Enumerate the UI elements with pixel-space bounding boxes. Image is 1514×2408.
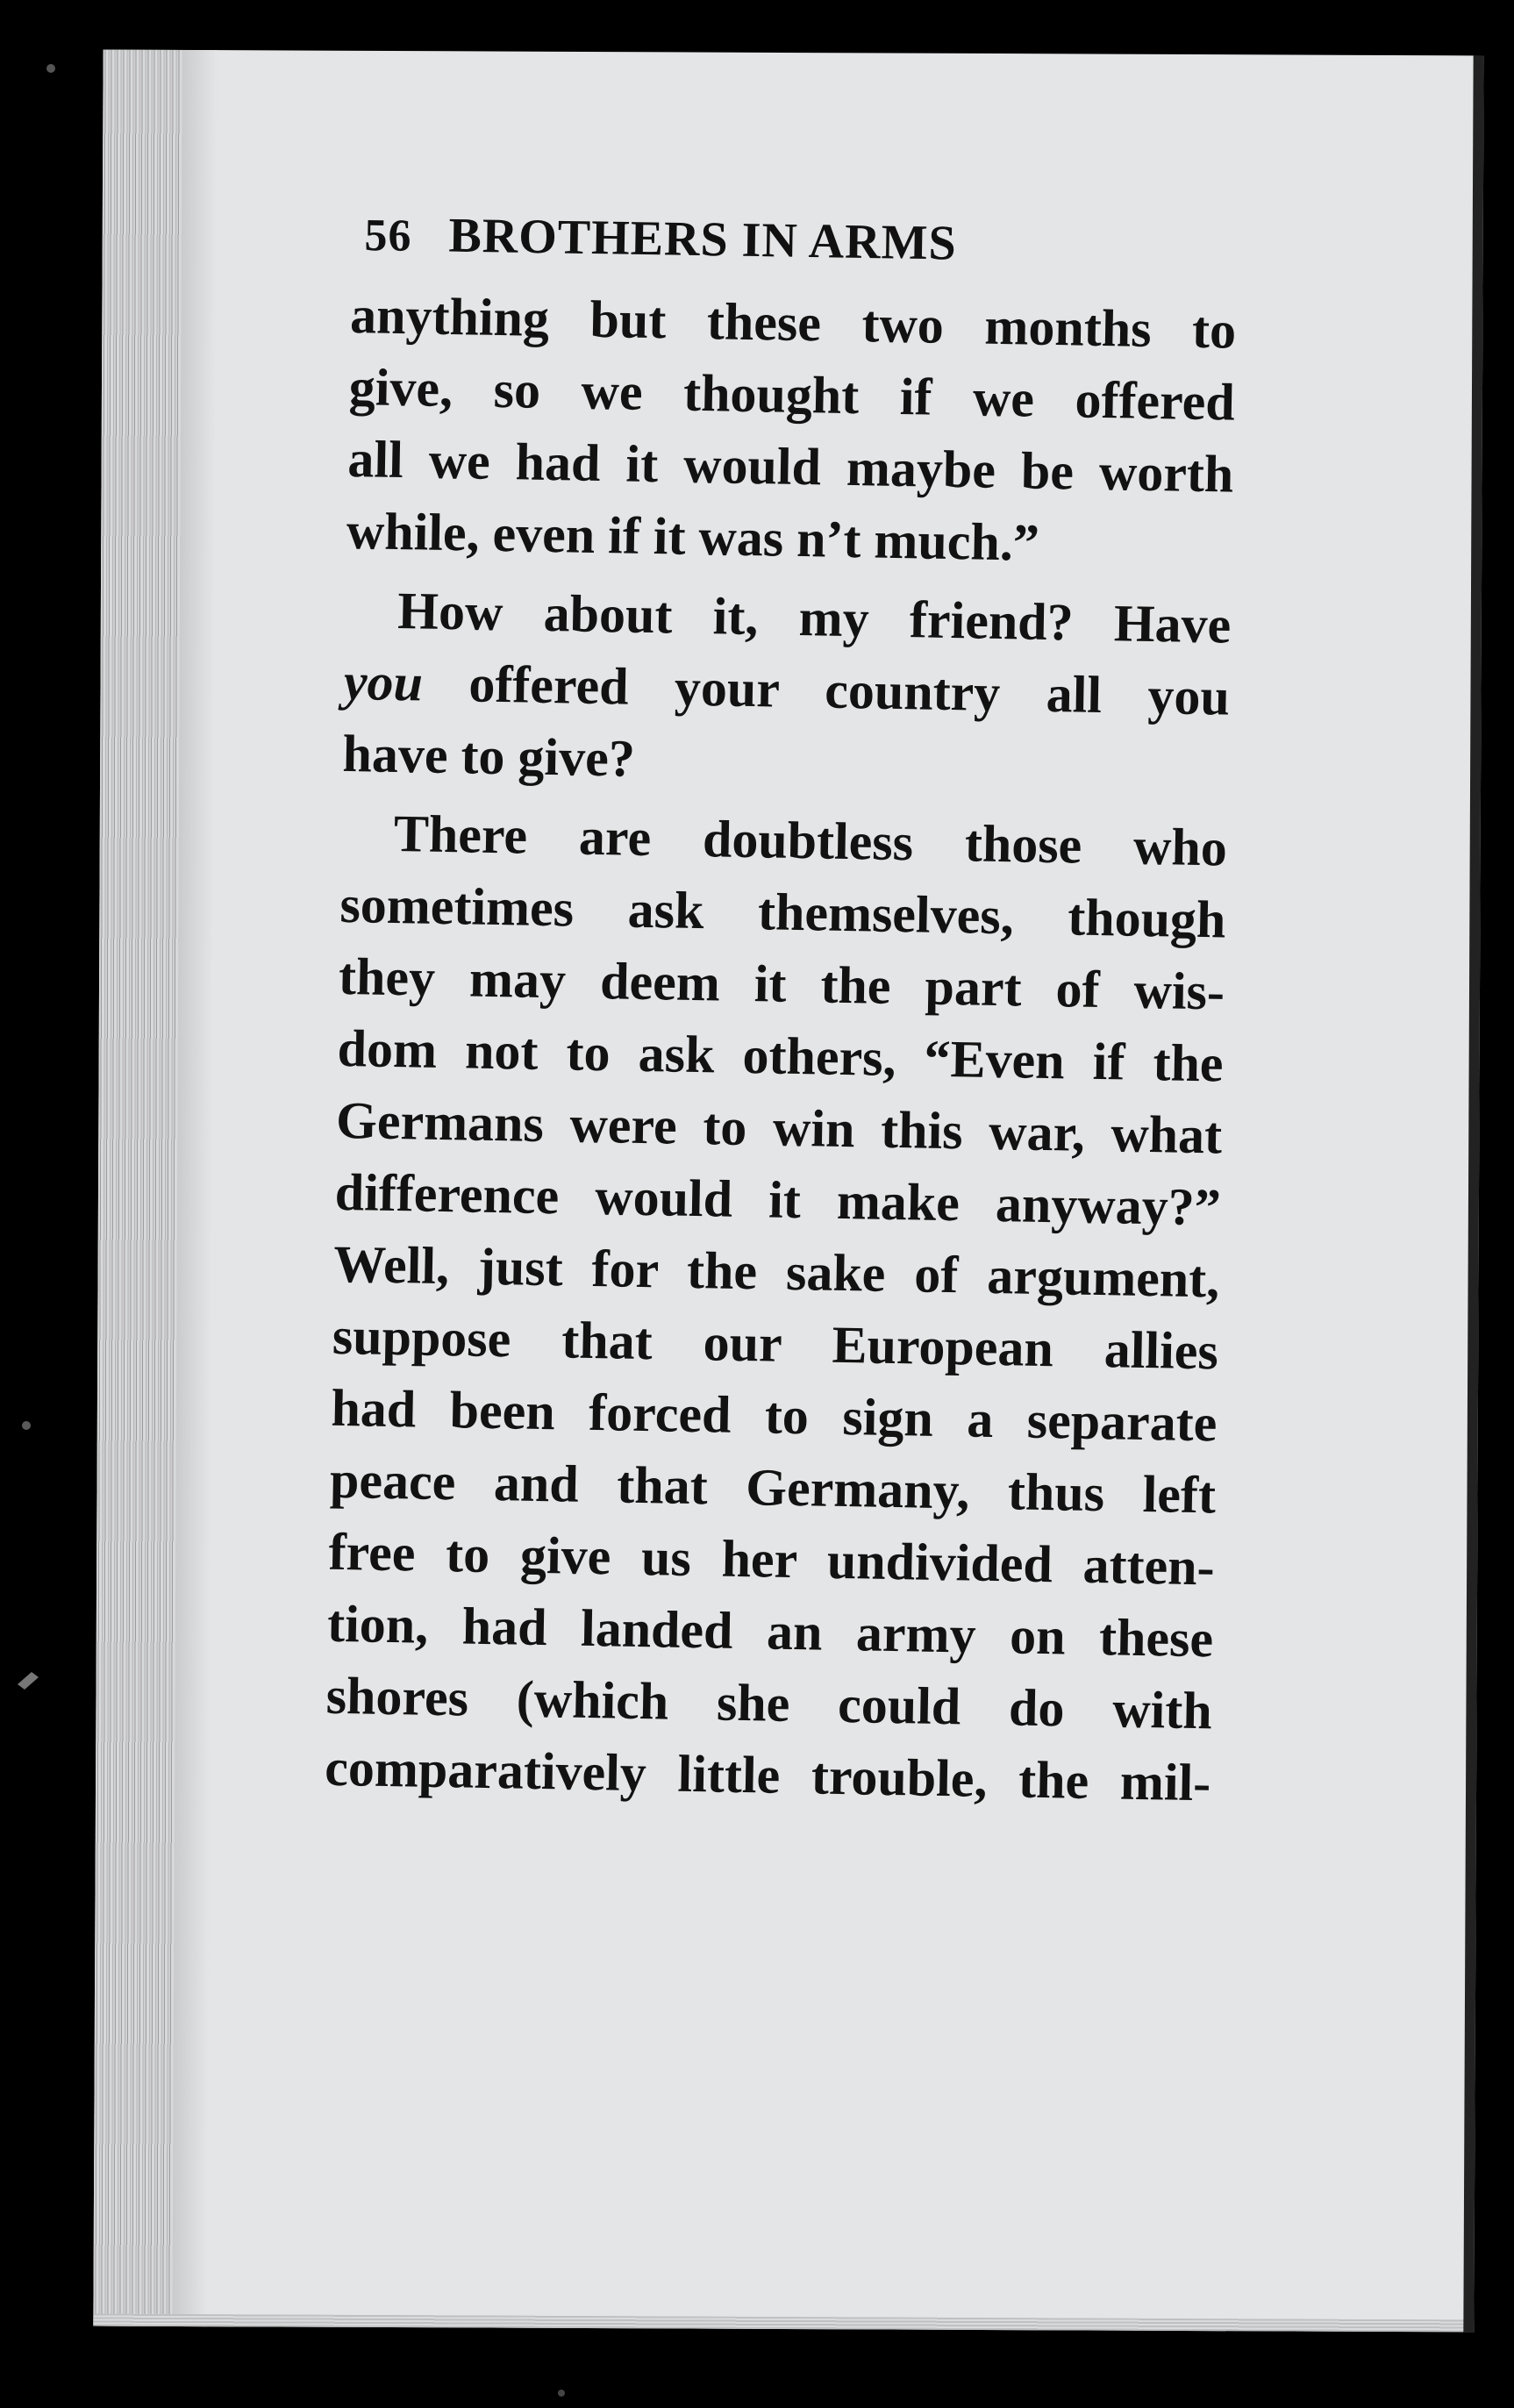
text-line: while, even if it was n’t much.” xyxy=(346,501,1040,572)
text-line: tion, had landed an army on these xyxy=(326,1594,1214,1668)
text-line: they may deem it the part of wis- xyxy=(338,947,1225,1021)
text-line-rest: offered your country all you xyxy=(468,654,1231,726)
text-line: suppose that our European allies xyxy=(332,1306,1219,1381)
text-line: had been forced to sign a separate xyxy=(330,1378,1218,1453)
text-line: comparatively little trouble, the mil- xyxy=(324,1738,1211,1812)
text-line: How about it, my friend? Have xyxy=(396,581,1232,654)
text-line: peace and that Germany, thus left xyxy=(329,1450,1217,1525)
text-line: Germans were to win this war, what xyxy=(335,1090,1223,1165)
text-line: dom not to ask others, “Even if the xyxy=(337,1018,1225,1093)
page-number: 56 xyxy=(364,210,412,261)
text-line: sometimes ask themselves, though xyxy=(339,875,1226,949)
text-line: free to give us her undivided atten- xyxy=(328,1522,1216,1597)
text-line: There are doubtless those who xyxy=(393,804,1228,877)
text-line: anything but these two months to xyxy=(349,285,1237,360)
text-line: difference would it make anyway?” xyxy=(334,1162,1222,1237)
text-line: Well, just for the sake of argument, xyxy=(332,1234,1220,1309)
emphasized-word: you xyxy=(343,652,424,712)
running-title: BROTHERS IN ARMS xyxy=(447,208,958,271)
text-line: shores (which she could do with xyxy=(325,1666,1213,1740)
text-line: all we had it would maybe be worth xyxy=(346,429,1234,504)
text-line: give, so we thought if we offered xyxy=(348,357,1236,432)
text-line: have to give? xyxy=(341,724,636,788)
